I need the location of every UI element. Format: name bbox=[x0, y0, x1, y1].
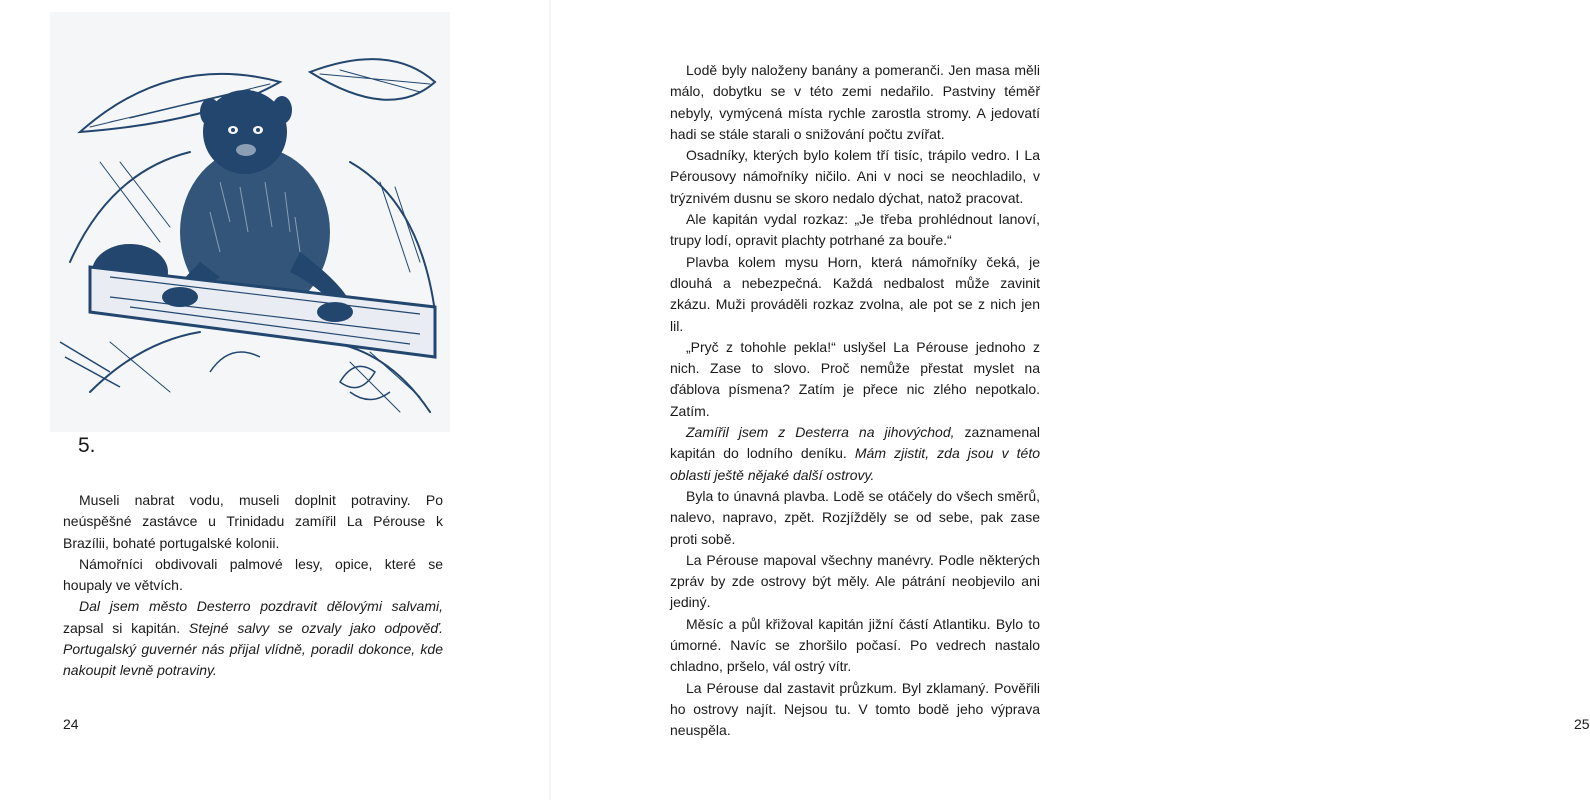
paragraph bbox=[670, 486, 1040, 550]
paragraph bbox=[670, 252, 1040, 337]
paragraph bbox=[670, 422, 1040, 486]
paragraph bbox=[670, 209, 1040, 252]
italic-text-segment: Stejné salvy se ozvaly jako odpověď. Portugalský guvernér nás přijal vlídně, poradil dokonce, kde nakoupit levně potraviny. bbox=[63, 619, 443, 679]
right-page-body bbox=[670, 60, 1040, 742]
text-segment: Ale kapitán vydal rozkaz: „Je třeba prohlédnout lanoví, trupy lodí, opravit plachty potrhané za bouře.“ bbox=[670, 211, 1040, 249]
paragraph bbox=[670, 60, 1040, 145]
text-segment: Plavba kolem mysu Horn, která námořníky čeká, je dlouhá a nebezpečná. Každá nedbalost může zavinit zkázu. Muži prováděli rozkaz zvolna, ale pot se z nich jen lil. bbox=[670, 253, 1040, 334]
text-segment: „Pryč z tohohle pekla!“ uslyšel La Pérouse jednoho z nich. Zase to slovo. Proč nemůže přestat myslet na ďáblova písmena? Zatím je přece nic zlého nepotkalo. Zatím. bbox=[670, 338, 1040, 419]
paragraph bbox=[63, 554, 443, 597]
text-segment: Měsíc a půl křižoval kapitán jižní částí Atlantiku. Bylo to úmorné. Navíc se zhoršilo počasí. Po vedrech nastalo chladno, pršelo, vál ostrý vítr. bbox=[670, 615, 1040, 675]
text-segment: Lodě byly naloženy banány a pomeranči. Jen masa měli málo, dobytku se v této zemi nedařilo. Pastviny téměř nebyly, vymýcená místa rychle zarostla stromy. A jedovatí hadi se stále starali o snižování počtu zvířat. bbox=[670, 62, 1040, 142]
chapter-number: 5. bbox=[78, 434, 96, 457]
italic-text-segment: Dal jsem město Desterro pozdravit dělovými salvami, bbox=[79, 598, 443, 615]
italic-text-segment: Zamířil jsem z Desterra na jihovýchod, bbox=[686, 424, 955, 441]
text-segment: zapsal si kapitán. bbox=[63, 619, 189, 636]
text-segment: La Pérouse dal zastavit průzkum. Byl zklamaný. Pověřili ho ostrovy najít. Nejsou tu. V tomto bodě jeho výprava neuspěla. bbox=[670, 679, 1040, 739]
paragraph bbox=[670, 550, 1040, 614]
paragraph bbox=[670, 337, 1040, 422]
left-page bbox=[0, 0, 550, 800]
paragraph bbox=[670, 678, 1040, 742]
left-page-body bbox=[63, 490, 443, 682]
monkey-illustration bbox=[50, 12, 450, 432]
page-number-right: 25 bbox=[1574, 716, 1590, 732]
italic-text-segment: Mám zjistit, zda jsou v této oblasti ještě nějaké další ostrovy. bbox=[670, 445, 1040, 483]
text-segment: La Pérouse mapoval všechny manévry. Podle některých zpráv by zde ostrovy být měly. Ale pátrání neobjevilo ani jediný. bbox=[670, 551, 1040, 611]
text-segment: Byla to únavná plavba. Lodě se otáčely do všech směrů, nalevo, napravo, zpět. Rozjížděly se od sebe, pak zase proti sobě. bbox=[670, 487, 1040, 547]
paragraph bbox=[63, 596, 443, 681]
text-segment: Námořníci obdivovali palmové lesy, opice, které se houpaly ve větvích. bbox=[63, 555, 443, 594]
paragraph bbox=[670, 145, 1040, 209]
paragraph bbox=[670, 614, 1040, 678]
text-segment: Osadníky, kterých bylo kolem tří tisíc, trápilo vedro. I La Pérousovy námořníky ničilo. Ani v noci se neochladilo, v trýznivém dusnu se skoro nedalo dýchat, natož pracovat. bbox=[670, 147, 1040, 206]
page-number-left: 24 bbox=[63, 716, 79, 732]
paragraph bbox=[63, 490, 443, 554]
text-segment: zaznamenal kapitán do lodního deníku. bbox=[670, 424, 1040, 462]
text-segment: Museli nabrat vodu, museli doplnit potraviny. Po neúspěšné zastávce u Trinidadu zamířil La Pérouse k Brazílii, bohaté portugalské kolonii. bbox=[63, 492, 443, 551]
